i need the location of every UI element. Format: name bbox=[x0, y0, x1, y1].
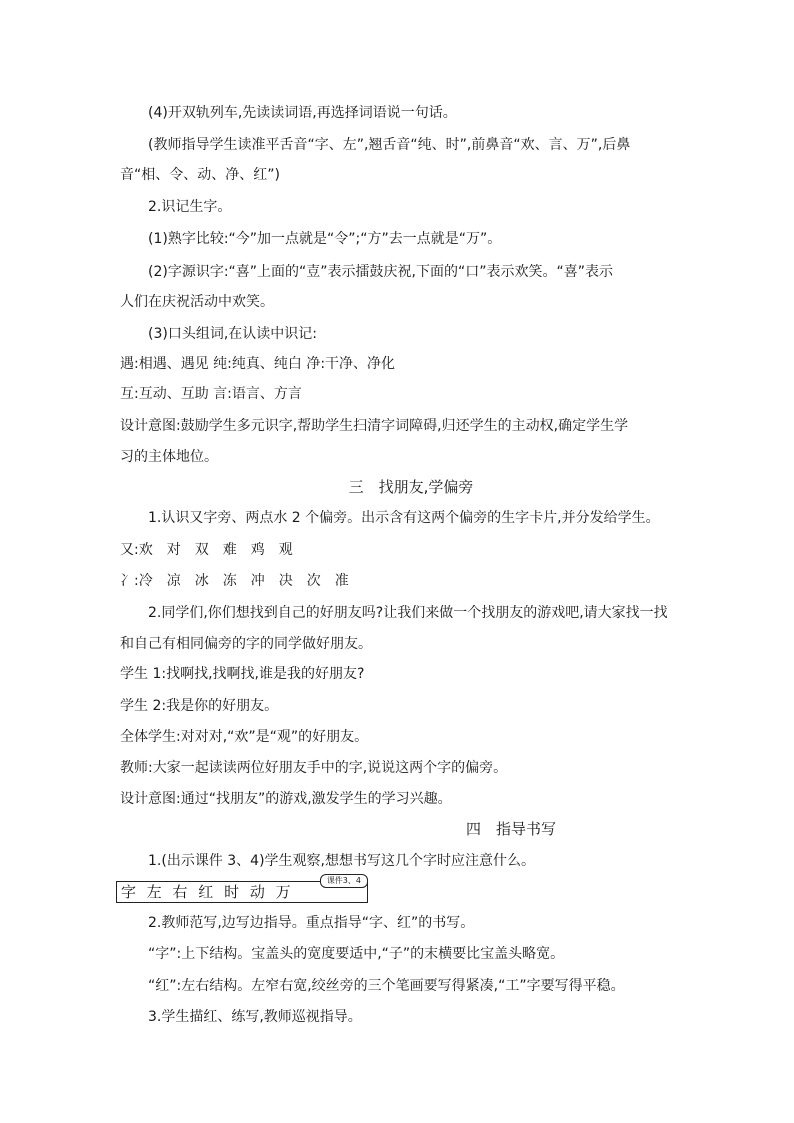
courseware-observe: 1.(出示课件 3、4)学生观察,想想书写这几个字时应注意什么。 bbox=[148, 853, 535, 869]
char-hong-guide: “红”:左右结构。左窄右宽,绞丝旁的三个笔画要写得紧凑,“工”字要写得平稳。 bbox=[148, 978, 625, 994]
section-4-title bbox=[0, 820, 794, 838]
radical-you-list: 又:欢 对 双 难 鸡 观 bbox=[120, 542, 293, 558]
section-4-title-text: 四 指导书写 bbox=[465, 820, 556, 838]
char-origin-explanation-cont: 人们在庆祝活动中欢笑。 bbox=[120, 294, 274, 310]
step-4-double-train: (4)开双轨列车,先读读词语,再选择词语说一句话。 bbox=[148, 105, 457, 121]
oral-word-building: (3)口头组词,在认读中识记: bbox=[148, 326, 317, 342]
find-friends-game-cont: 和自己有相同偏旁的字的同学做好朋友。 bbox=[120, 636, 372, 652]
pronunciation-guide-cont: 音“相、令、动、净、红”) bbox=[120, 167, 280, 183]
all-students-line: 全体学生:对对对,“欢”是“观”的好朋友。 bbox=[120, 729, 369, 745]
pronunciation-guide: (教师指导学生读准平舌音“字、左”,翘舌音“纯、时”,前鼻音“欢、言、万”,后鼻 bbox=[148, 137, 631, 153]
find-friends-game: 2.同学们,你们想找到自己的好朋友吗?让我们来做一个找朋友的游戏吧,请大家找一找 bbox=[148, 605, 668, 621]
word-list-row-1: 遇:相遇、遇见 纯:纯真、纯白 净:干净、净化 bbox=[120, 356, 396, 372]
student-2-line: 学生 2:我是你的好朋友。 bbox=[120, 698, 279, 714]
section-3-title bbox=[0, 478, 794, 496]
radical-intro: 1.认识又字旁、两点水 2 个偏旁。出示含有这两个偏旁的生字卡片,并分发给学生。 bbox=[148, 510, 660, 526]
word-list-row-2: 互:互动、互助 言:语言、方言 bbox=[120, 386, 302, 402]
design-intent-1-cont: 习的主体地位。 bbox=[120, 449, 218, 465]
radical-two-dots-list: 冫:冷 凉 冰 冻 冲 决 次 准 bbox=[120, 573, 349, 589]
courseware-char-box bbox=[116, 876, 368, 903]
design-intent-2: 设计意图:通过“找朋友”的游戏,激发学生的学习兴趣。 bbox=[120, 791, 452, 807]
courseware-tag: 课件3、4 bbox=[320, 874, 368, 888]
student-1-line: 学生 1:找啊找,找啊找,谁是我的好朋友? bbox=[120, 666, 365, 682]
teacher-line: 教师:大家一起读读两位好朋友手中的字,说说这两个字的偏旁。 bbox=[120, 760, 508, 776]
familiar-char-comparison: (1)熟字比较:“今”加一点就是“令”;“方”去一点就是“万”。 bbox=[148, 231, 502, 247]
teacher-demo-writing: 2.教师范写,边写边指导。重点指导“字、红”的书写。 bbox=[148, 915, 475, 931]
student-practice: 3.学生描红、练写,教师巡视指导。 bbox=[148, 1009, 362, 1025]
memorize-characters-heading: 2.识记生字。 bbox=[148, 199, 232, 215]
courseware-chars: 字 左 右 红 时 动 万 bbox=[121, 883, 294, 901]
char-origin-explanation: (2)字源识字:“喜”上面的“壴”表示擂鼓庆祝,下面的“口”表示欢笑。“喜”表示 bbox=[148, 264, 614, 280]
design-intent-1: 设计意图:鼓励学生多元识字,帮助学生扫清字词障碍,归还学生的主动权,确定学生学 bbox=[120, 418, 629, 434]
char-zi-guide: “字”:上下结构。宝盖头的宽度要适中,“子”的末横要比宝盖头略宽。 bbox=[148, 946, 565, 962]
section-3-title-text: 三 找朋友,学偏旁 bbox=[348, 478, 474, 496]
